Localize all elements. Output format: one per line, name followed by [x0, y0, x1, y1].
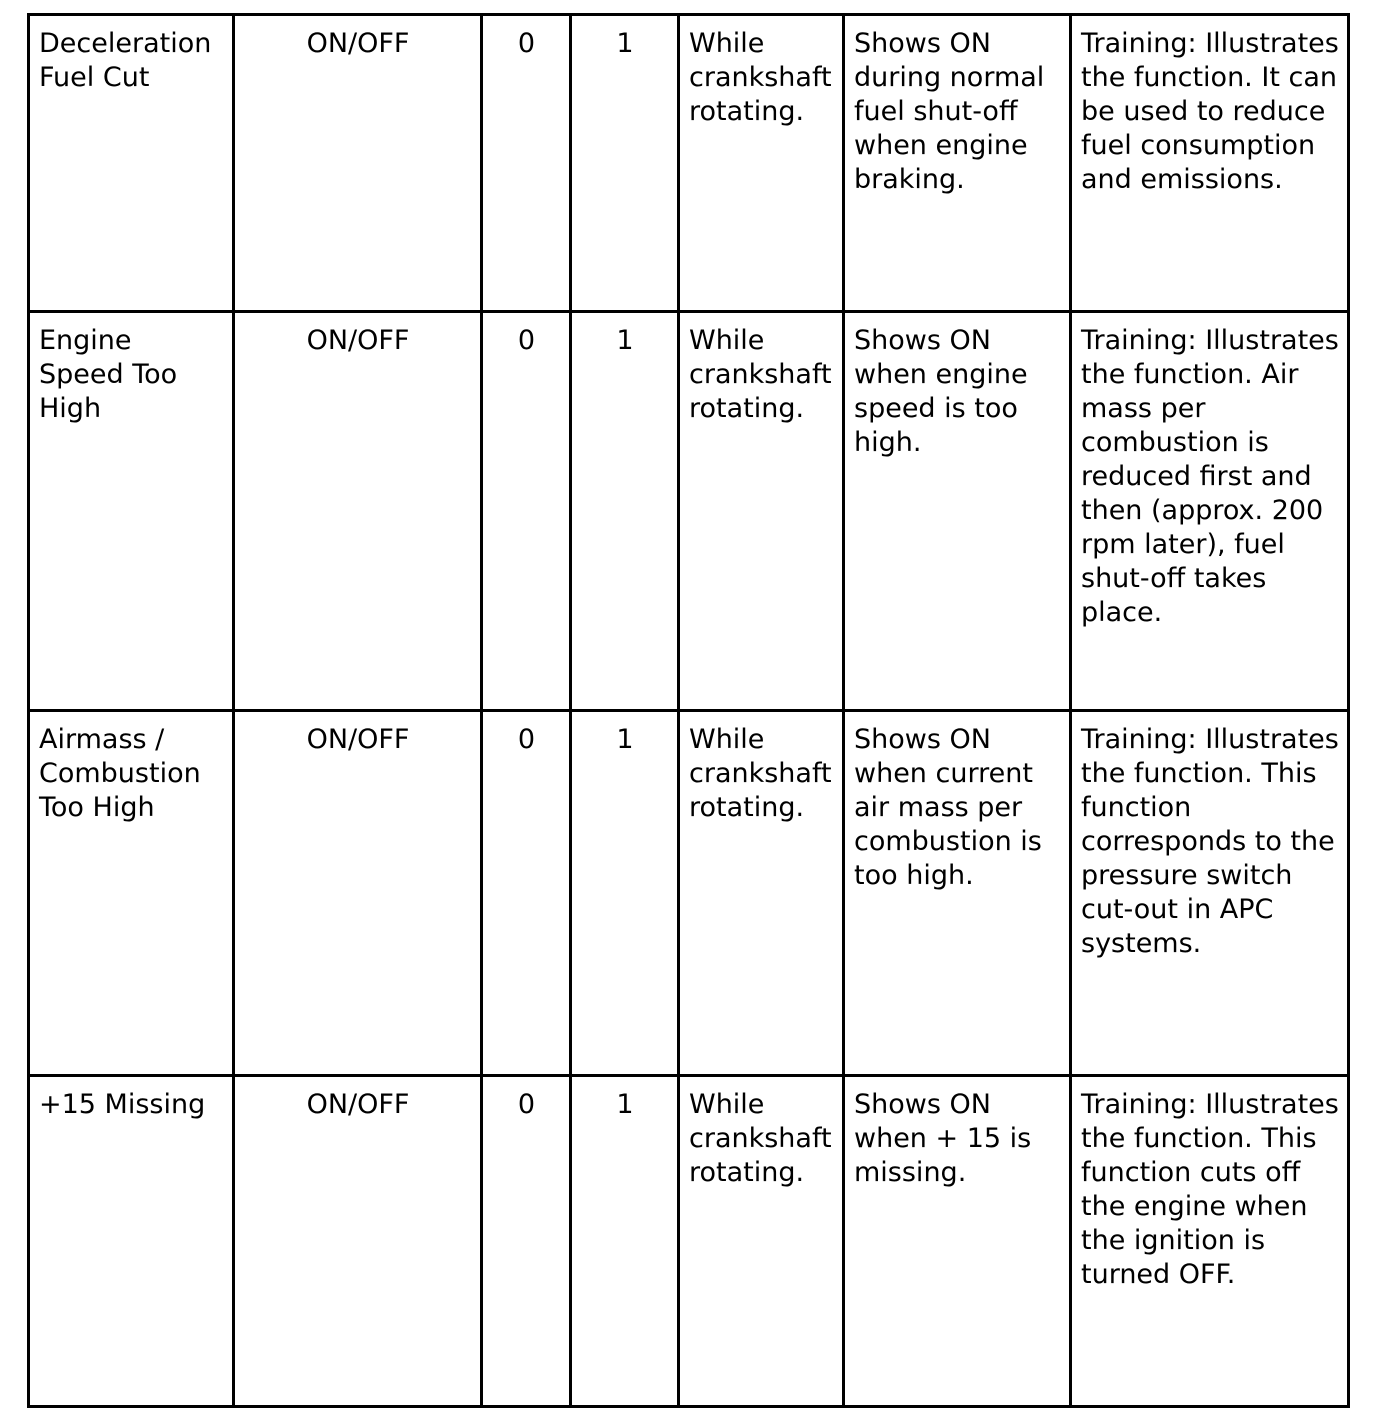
- max-value-cell: 1: [571, 711, 679, 1076]
- table-row: [29, 312, 1349, 711]
- notes-cell: Training: Illustrates the function. This function corresponds to the pressure switch cut-out in APC systems.: [1071, 711, 1349, 1076]
- value-type-cell: ON/OFF: [234, 711, 482, 1076]
- notes-cell: Training: Illustrates the function. It can be used to reduce fuel consumption and emissions.: [1071, 15, 1349, 312]
- parameter-name-cell: +15 Missing: [29, 1076, 234, 1407]
- min-value-cell: 0: [482, 1076, 571, 1407]
- parameter-name-cell: Deceleration Fuel Cut: [29, 15, 234, 312]
- condition-cell: [679, 15, 844, 312]
- table-row: [29, 15, 1349, 312]
- condition-cell: [679, 711, 844, 1076]
- parameter-name-cell: Airmass / Combustion Too High: [29, 711, 234, 1076]
- max-value-cell: 1: [571, 312, 679, 711]
- description-cell: Shows ON during normal fuel shut-off when engine braking.: [844, 15, 1071, 312]
- condition-text: While crankshaft rotating.: [689, 28, 832, 127]
- table-row: [29, 1076, 1349, 1407]
- parameter-table: [27, 13, 1350, 1408]
- description-cell: Shows ON when engine speed is too high.: [844, 312, 1071, 711]
- min-value-cell: 0: [482, 711, 571, 1076]
- condition-cell: [679, 1076, 844, 1407]
- min-value-cell: 0: [482, 312, 571, 711]
- condition-text: While crankshaft rotating.: [689, 724, 832, 823]
- value-type-cell: ON/OFF: [234, 1076, 482, 1407]
- value-type-cell: ON/OFF: [234, 15, 482, 312]
- parameter-name-cell: Engine Speed Too High: [29, 312, 234, 711]
- value-type-cell: ON/OFF: [234, 312, 482, 711]
- condition-text: While crankshaft rotating.: [689, 1089, 832, 1188]
- description-cell: Shows ON when + 15 is missing.: [844, 1076, 1071, 1407]
- min-value-cell: 0: [482, 15, 571, 312]
- max-value-cell: 1: [571, 15, 679, 312]
- table-row: [29, 711, 1349, 1076]
- max-value-cell: 1: [571, 1076, 679, 1407]
- condition-cell: [679, 312, 844, 711]
- condition-text: While crankshaft rotating.: [689, 325, 832, 424]
- notes-cell: Training: Illustrates the function. This function cuts off the engine when the ignition is turned OFF.: [1071, 1076, 1349, 1407]
- description-cell: Shows ON when current air mass per combustion is too high.: [844, 711, 1071, 1076]
- notes-cell: Training: Illustrates the function. Air mass per combustion is reduced first and then (approx. 200 rpm later), fuel shut-off takes place.: [1071, 312, 1349, 711]
